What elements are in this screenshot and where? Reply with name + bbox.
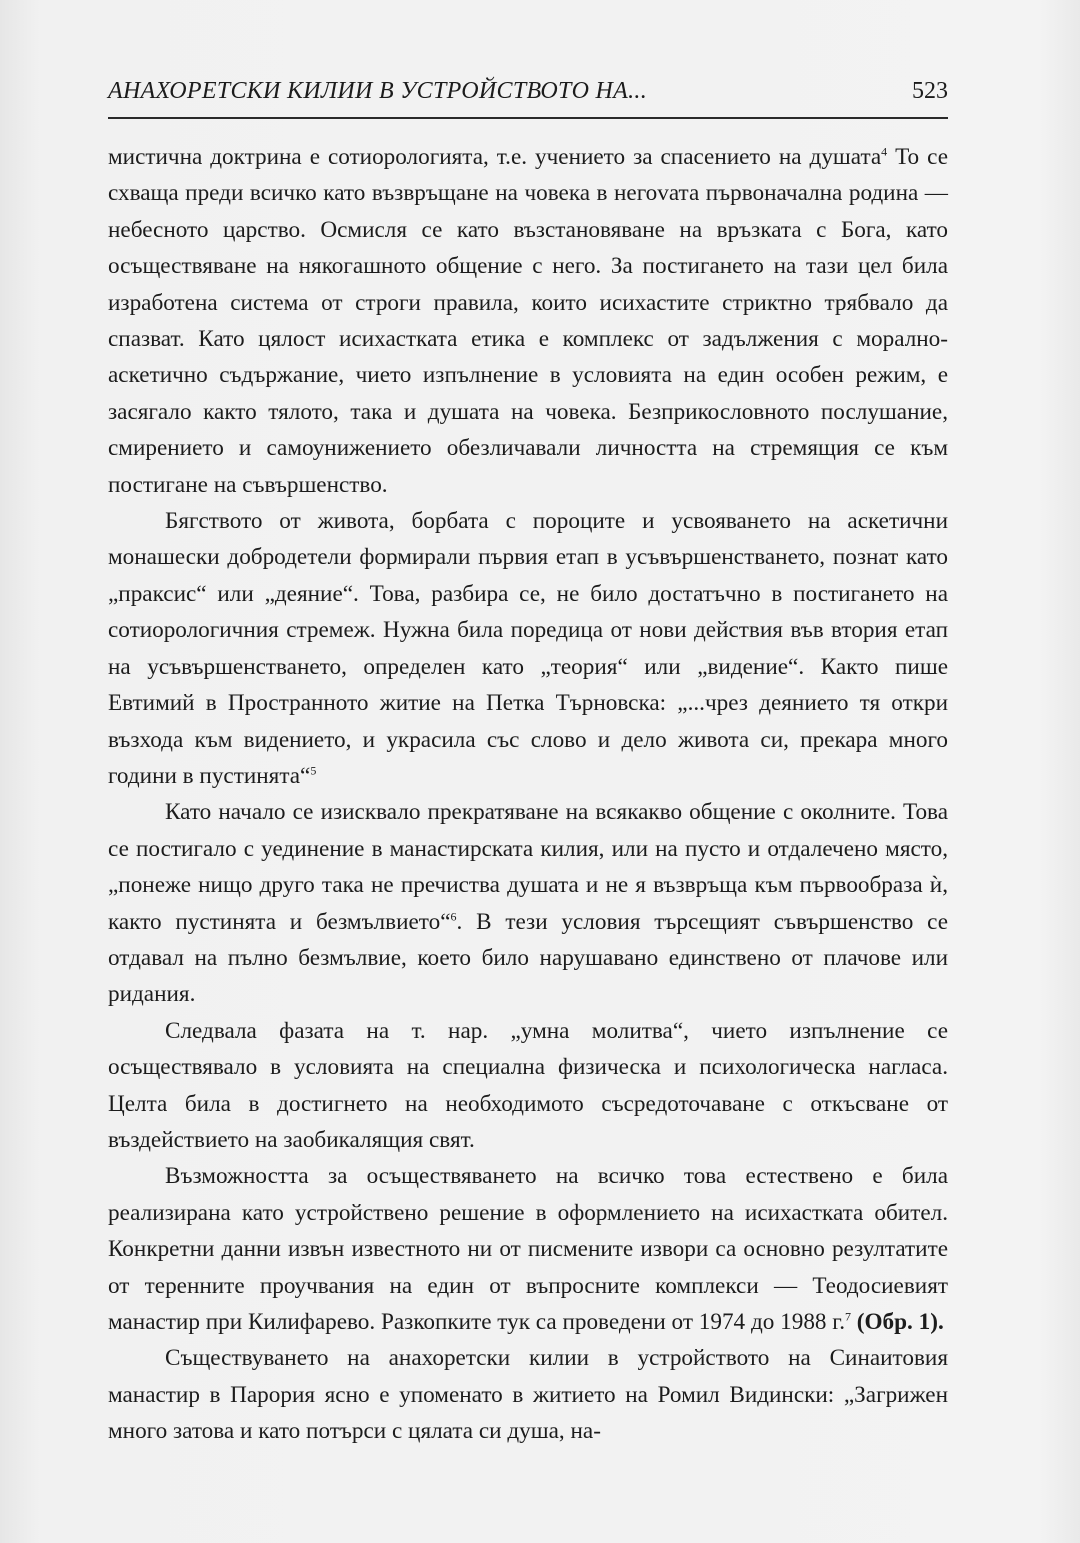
footnote-ref-4: 4	[881, 144, 888, 159]
paragraph-1-text-b: То се схваща преди всичко като възвръщане на човека в негоvата първоначална родина — небесното царство. Осмисля се като възстановяване на връзката с Бога, като осъществяване на някогашното общение с него. За постигането на тази цел била изработена система от строги правила, които исихастите стриктно трябвало да спазват. Като цялост исихастката етика е комплекс от задължения с морално-аскетично съдържание, чието изпълнение в условията на един особен режим, е засягало както тялото, така и душата на човека. Безприкословното послушание, смирението и самоунижението обезличавали личността на стремящия се към постигане на съвършенство.	[108, 144, 948, 498]
paragraph-2-text: Бягството от живота, борбата с пороците и усвояването на аскетични монашески добродетели формирали първия етап в усъвършенстването, познат като „праксис“ или „деяние“. Това, разбира се, не било достатъчно в постигането на сотиорологичния стремеж. Нужна била поредица от нови действия във втория етап на усъвършенстването, определен като „теория“ или „видение“. Както пише Евтимий в Пространното житие на Петка Търновска: „...чрез деянието тя откри възхода към видението, и украсила със слово и дело живота си, прекара много години в пустинята“	[108, 508, 948, 789]
paragraph-3	[108, 794, 948, 1012]
paragraph-4	[108, 1013, 948, 1159]
paragraph-3-text-a: Като начало се изисквало прекратяване на всякакво общение с околните. Това се постигало с уединение в манастирската килия, или на пусто и отдалечено място, „понеже нищо друго така не пречиства душата и не я възвръща към първообраза ѝ, както пустинята и безмълвието“	[108, 799, 948, 935]
running-title: АНАХОРЕТСКИ КИЛИИ В УСТРОЙСТВОТО НА...	[108, 78, 648, 104]
paragraph-1-text-a: мистична доктрина е сотиорологията, т.е. учението за спасението на душата	[108, 144, 882, 170]
page-number: 523	[912, 78, 948, 104]
paragraph-4-text: Следвала фазата на т. нар. „умна молитва“, чието изпълнение се осъществявало в условията на специална физическа и психологическа нагласа. Целта била в достигнето на необходимото съсредоточаване с откъсване от въздействието на заобикалящия свят.	[108, 1017, 948, 1153]
header-rule	[108, 117, 948, 119]
paragraph-5	[108, 1158, 948, 1340]
footnote-ref-5: 5	[310, 763, 317, 778]
figure-reference: (Обр. 1).	[851, 1309, 944, 1335]
footnote-ref-6: 6	[450, 908, 457, 923]
paragraph-1	[108, 139, 948, 503]
footnote-ref-7: 7	[845, 1309, 851, 1324]
paragraph-6	[108, 1340, 948, 1449]
body-text	[108, 139, 948, 1450]
paragraph-3-text-b: . В тези условия търсещият съвършенство се отдавал на пълно безмълвие, което било нарушавано единствено от плачове или ридания.	[108, 908, 948, 1008]
paragraph-5-text: Възможността за осъществяването на всичко това естествено е била реализирана като устройствено решение в оформлението на исихастката обител. Конкретни данни извън известното ни от писмените извори са основно резултатите от теренните проучвания на един от въпросните комплекси — Теодосиевият манастир при Килифарево. Разкопките тук са проведени от 1974 до 1988 г.	[108, 1163, 948, 1335]
running-header	[108, 78, 948, 114]
paragraph-6-text: Съществуването на анахоретски килии в устройството на Синаитовия манастир в Парория ясно е упоменато в житието на Ромил Видински: „Загрижен много затова и като потърси с цялата си душа, на-	[108, 1345, 948, 1445]
paragraph-2	[108, 503, 948, 794]
